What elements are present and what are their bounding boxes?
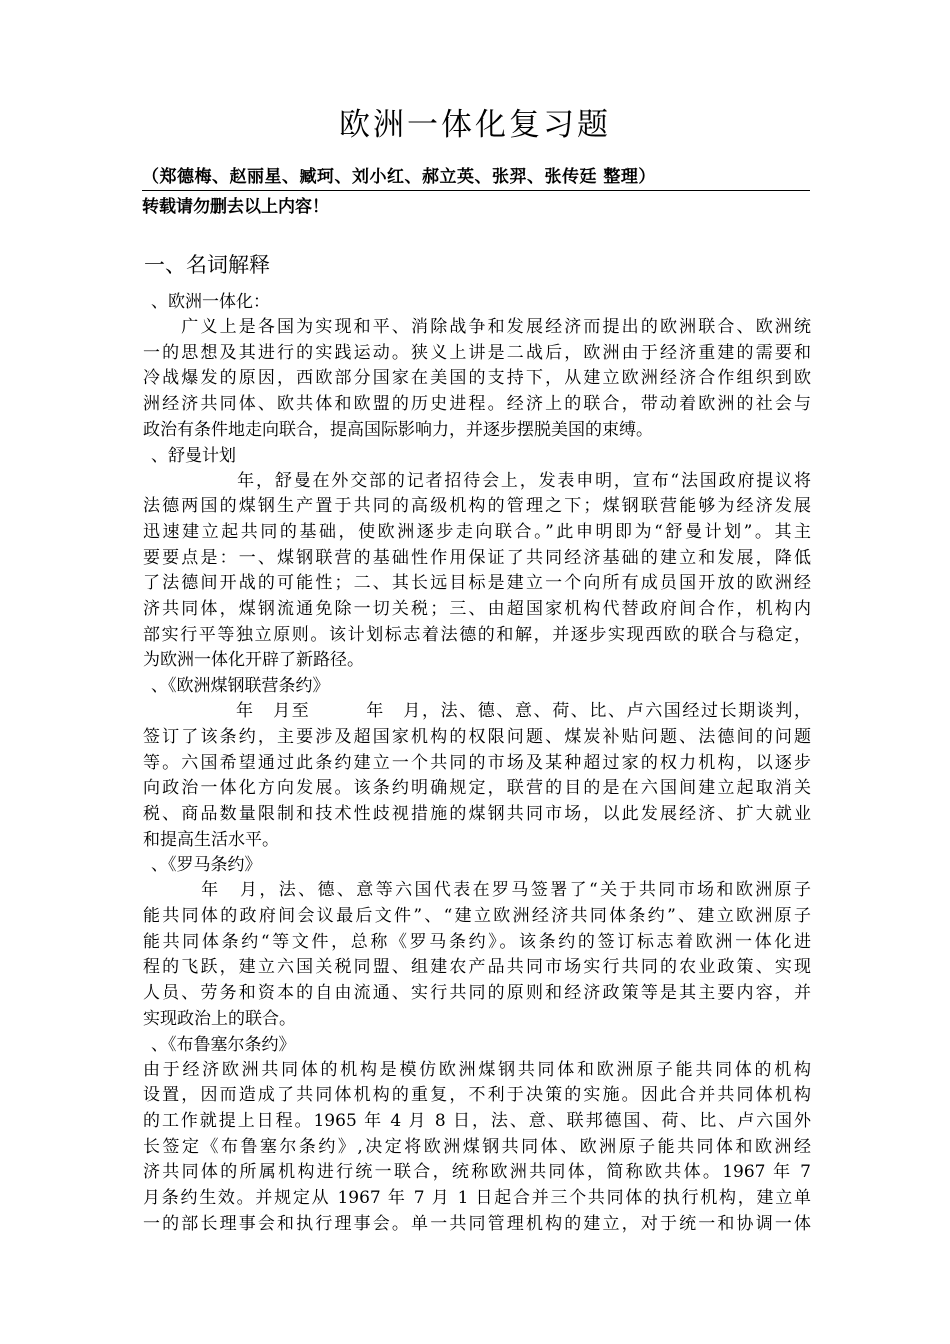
paragraph-line: 年 月，法、德、意等六国代表在罗马签署了“关于共同市场和欧洲原子: [143, 880, 811, 901]
paragraph-line: 济共同体，煤钢流通免除一切关税；三、由超国家机构代替政府间合作，机构内: [143, 599, 811, 620]
page-title: 欧洲一体化复习题: [339, 107, 611, 143]
paragraph-line: 部实行平等独立原则。该计划标志着法德的和解，并逐步实现西欧的联合与稳定，: [143, 624, 811, 645]
term-heading: 、《罗马条约》: [151, 855, 262, 876]
paragraph-line: 的工作就提上日程。1965 年 4 月 8 日，法、意、联邦德国、荷、比、卢六国外: [143, 1110, 811, 1131]
credits-line: （郑德梅、赵丽星、臧珂、刘小红、郝立英、张羿、张传廷 整理）: [142, 167, 656, 187]
paragraph-line: 等。六国希望通过此条约建立一个共同的市场及某种超过家的权力机构，以逐步: [143, 752, 811, 773]
paragraph-line: 为欧洲一体化开辟了新路径。: [143, 650, 364, 671]
paragraph-line: 要要点是：一、煤钢联营的基础性作用保证了共同经济基础的建立和发展，降低: [143, 547, 811, 568]
paragraph-line: 人员、劳务和资本的自由流通、实行共同的原则和经济政策等是其主要内容，并: [143, 983, 811, 1004]
paragraph-line: 税、商品数量限制和技术性歧视措施的煤钢共同市场，以此发展经济、扩大就业: [143, 803, 811, 824]
paragraph-line: 洲经济共同体、欧共体和欧盟的历史进程。经济上的联合，带动着欧洲的社会与: [143, 394, 811, 415]
paragraph-line: 广义上是各国为实现和平、消除战争和发展经济而提出的欧洲联合、欧洲统: [143, 317, 811, 337]
paragraph-line: 迅速建立起共同的基础，使欧洲逐步走向联合。”此申明即为“舒曼计划”。其主: [143, 521, 811, 542]
header-divider: [142, 190, 810, 191]
term-heading: 、《布鲁塞尔条约》: [151, 1034, 296, 1055]
paragraph-line: 政治有条件地走向联合，提高国际影响力，并逐步摆脱美国的束缚。: [143, 419, 653, 440]
section-heading: 一、名词解释: [144, 253, 270, 277]
paragraph-line: 能共同体的政府间会议最后文件”、“建立欧洲经济共同体条约”、建立欧洲原子: [143, 906, 811, 927]
paragraph-line: 一的思想及其进行的实践运动。狭义上讲是二战后，欧洲由于经济重建的需要和: [143, 342, 811, 363]
paragraph-line: 一的部长理事会和执行理事会。单一共同管理机构的建立，对于统一和协调一体: [143, 1213, 811, 1234]
paragraph-line: 月条约生效。并规定从 1967 年 7 月 1 日起合并三个共同体的执行机构，建立单: [143, 1188, 811, 1209]
paragraph-line: 实现政治上的联合。: [143, 1008, 296, 1029]
paragraph-line: 签订了该条约，主要涉及超国家机构的权限问题、煤炭补贴问题、法德间的问题: [143, 726, 811, 747]
term-heading: 、舒曼计划: [151, 445, 236, 466]
paragraph-line: 由于经济欧洲共同体的机构是模仿欧洲煤钢共同体和欧洲原子能共同体的机构: [143, 1059, 811, 1080]
paragraph-line: 程的飞跃，建立六国关税同盟、组建农产品共同市场实行共同的农业政策、实现: [143, 957, 811, 978]
term-heading: 、欧洲一体化：: [151, 292, 270, 312]
paragraph-line: 了法德间开战的可能性；二、其长远目标是建立一个向所有成员国开放的欧洲经: [143, 573, 811, 594]
paragraph-line: 冷战爆发的原因，西欧部分国家在美国的支持下，从建立欧洲经济合作组织到欧: [143, 368, 811, 389]
paragraph-line: 向政治一体化方向发展。该条约明确规定，联营的目的是在六国间建立起取消关: [143, 778, 811, 799]
repost-notice: 转载请勿删去以上内容！: [142, 197, 329, 217]
paragraph-line: 能共同体条约“等文件，总称《罗马条约》。该条约的签订标志着欧洲一体化进: [143, 931, 811, 952]
term-heading: 、《欧洲煤钢联营条约》: [151, 676, 330, 697]
paragraph-line: 年，舒曼在外交部的记者招待会上，发表申明，宣布“法国政府提议将: [143, 470, 811, 491]
paragraph-line: 济共同体的所属机构进行统一联合，统称欧洲共同体，简称欧共体。1967 年 7: [143, 1162, 811, 1183]
paragraph-line: 和提高生活水平。: [143, 829, 279, 850]
document-body: [143, 290, 811, 1238]
paragraph-line: 设置，因而造成了共同体机构的重复，不利于决策的实施。因此合并共同体机构: [143, 1085, 811, 1106]
paragraph-line: 法德两国的煤钢生产置于共同的高级机构的管理之下；煤钢联营能够为经济发展: [143, 496, 811, 517]
paragraph-line: 长签定《布鲁塞尔条约》,决定将欧洲煤钢共同体、欧洲原子能共同体和欧洲经: [143, 1136, 811, 1157]
paragraph-line: 年 月至 年 月，法、德、意、荷、比、卢六国经过长期谈判，: [143, 701, 811, 722]
